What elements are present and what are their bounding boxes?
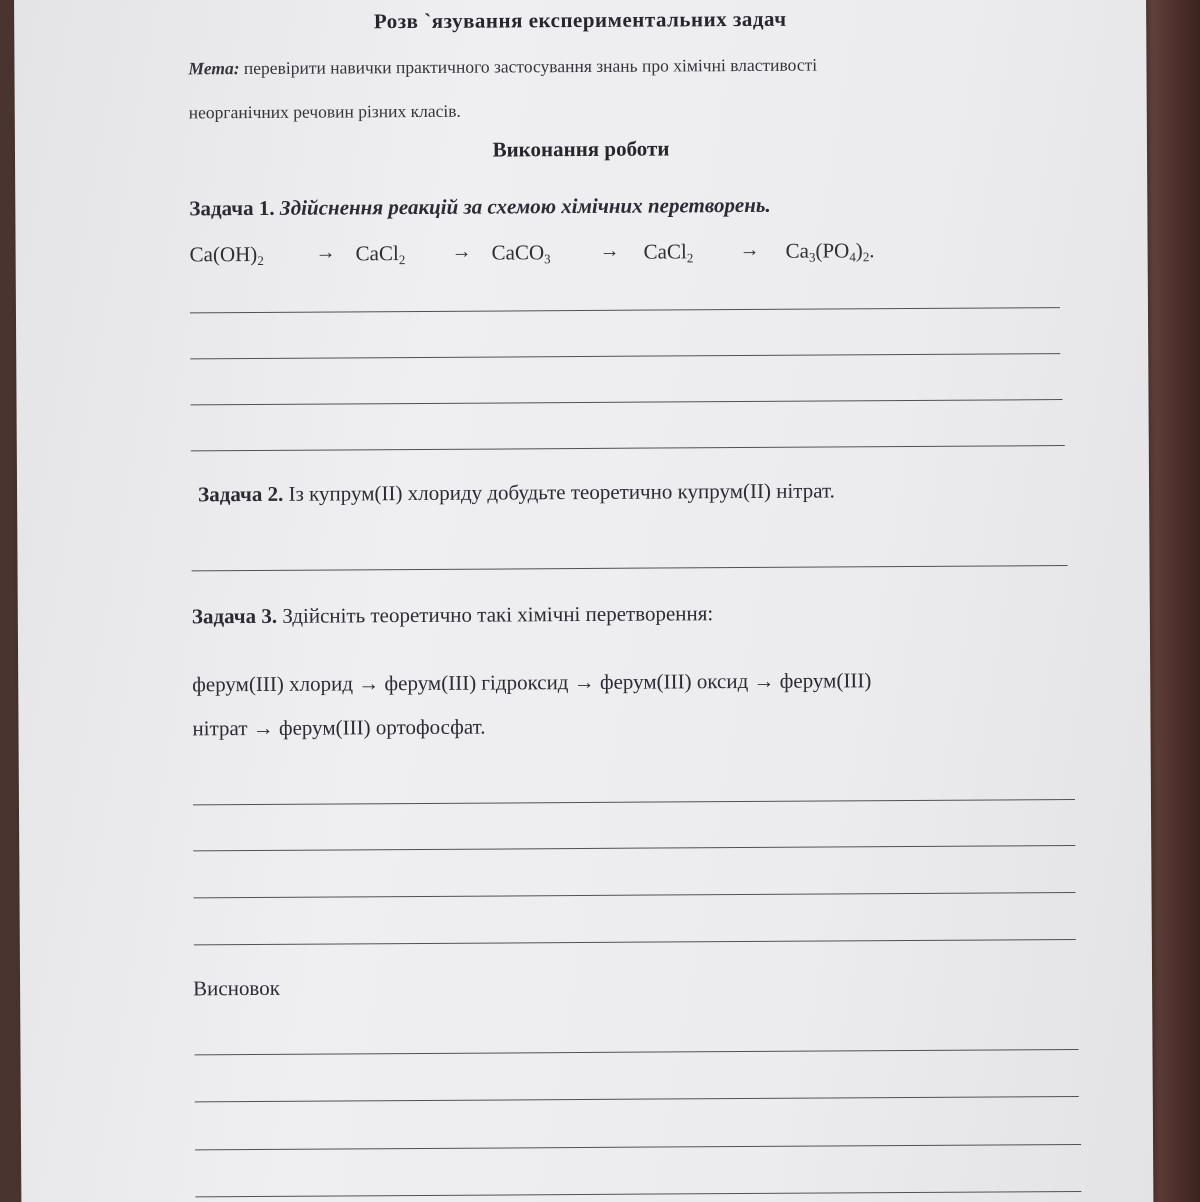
formula-1: $Ca(OH)_2$ [189,241,264,268]
page-title: Розв `язування експериментальних задач [373,6,787,34]
goal-label: Мета: [188,58,240,79]
answer-line[interactable] [192,565,1068,571]
task2-text: Із купрум(II) хлориду добудьте теоретично купрум(II) нітрат. [288,478,835,506]
task3-text: Здійсніть теоретично такі хімічні перетворення: [282,601,714,628]
answer-line[interactable] [195,1096,1079,1102]
worksheet-page [14,0,1153,1202]
answer-line[interactable] [191,399,1063,405]
task1-title: Здійснення реакцій за схемою хімічних перетворень. [279,192,771,220]
answer-line[interactable] [191,445,1065,451]
formula-2: CaCl$_2$ [355,241,406,268]
task2-paragraph [198,478,835,507]
answer-line[interactable] [194,939,1076,945]
answer-line[interactable] [194,892,1076,898]
section-title: Виконання роботи [492,136,670,162]
task3-label: Задача 3. [191,603,278,629]
answer-line[interactable] [194,1049,1078,1055]
answer-line[interactable] [195,1144,1081,1150]
answer-line[interactable] [193,799,1075,805]
answer-line[interactable] [193,845,1075,851]
task3-chain-line1: ферум(III) хлорид → ферум(III) гідроксид → ферум(III) оксид → ферум(III) [192,668,872,697]
goal-text-line2: неорганічних речовин різних класів. [188,100,461,123]
arrow-3: → [599,239,620,262]
arrow-4: → [739,238,760,262]
formula-4: CaCl$_2$ [643,239,694,266]
arrow-2: → [451,240,472,263]
task3-chain-line2: нітрат → ферум(III) ортофосфат. [192,714,486,741]
task1-heading [189,193,771,222]
conclusion-label: Висновок [193,975,280,1001]
task3-chain [192,657,1093,750]
task3-heading [192,601,714,629]
goal-text-line1: перевірити навички практичного застосування знань про хімічні властивості [243,54,818,79]
answer-line[interactable] [190,353,1060,359]
task1-label: Задача 1. [189,195,275,221]
task2-label: Задача 2. [198,481,284,507]
arrow-1: → [315,241,336,264]
goal-paragraph [188,41,1029,134]
answer-line[interactable] [195,1191,1081,1197]
formula-3: CaCO$_3$ [491,240,551,267]
answer-line[interactable] [190,307,1060,313]
formula-5: $Ca_3(PO_4)_2$. [785,238,875,265]
